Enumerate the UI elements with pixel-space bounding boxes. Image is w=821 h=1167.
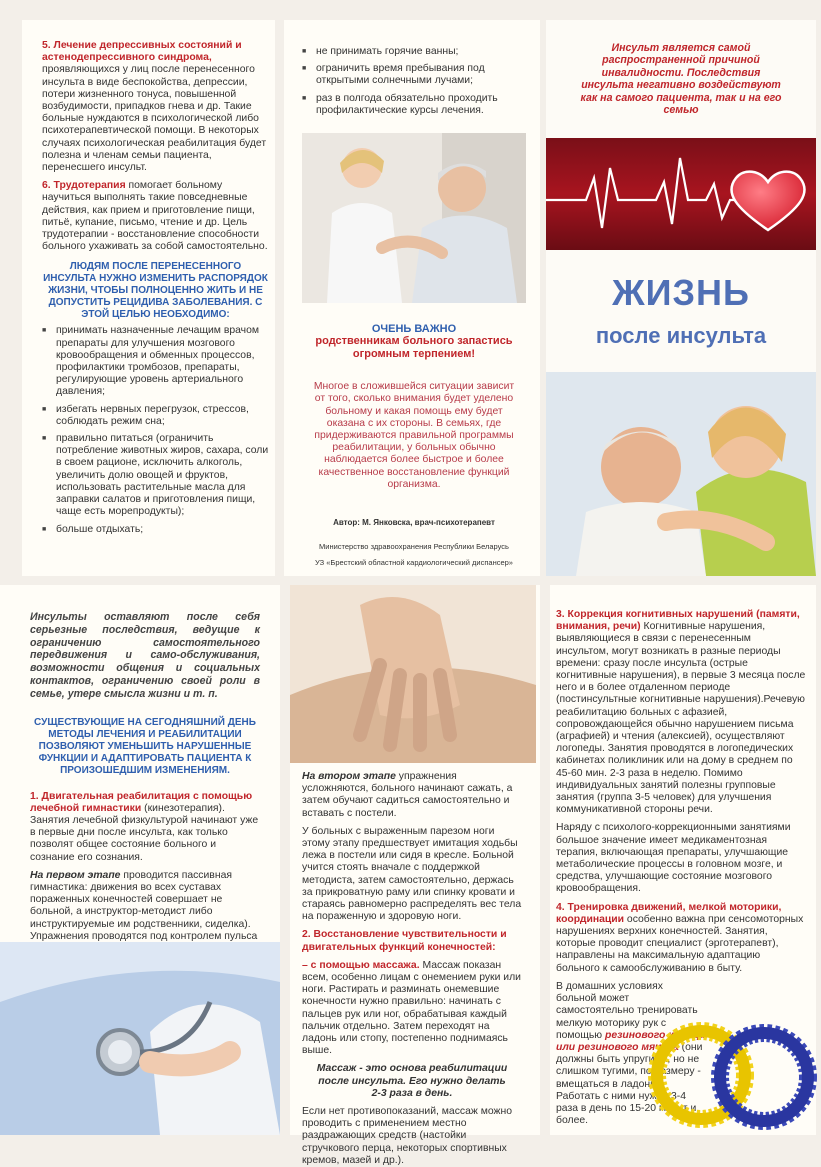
paresis-paragraph: У больных с выраженным парезом ноги этому этапу предшествует имитация ходьбы лежа в постели или сидя в кресле. Больной учится стоять вначале с поддержкой методиста, затем самостоятельно, держась за прикроватную раму или спинку кровати и стараясь равномерно распределять вес тела на пораженную и здоровую ноги. [302, 825, 522, 923]
bottom-left-panel [0, 585, 280, 1135]
cover-tagline: Инсульт является самой распространенной причиной инвалидности. Последствия инсульта негативно воздействуют как на самого пациента, так и на его семью [580, 42, 782, 117]
stage2-text: упражнения усложняются, больного начинают сажать, а затем обучают садиться самостоятельно и вставать с постели. [302, 771, 513, 819]
lifestyle-bullet-list [42, 325, 269, 535]
item6-paragraph [42, 180, 269, 253]
family-quote: Многое в сложившейся ситуации зависит от того, сколько внимания будет уделено больному и какая помощь ему будет оказана с их стороны. В семьях, где придерживаются правильной программы реабилитации, у больных обычно наблюдается более быстрое и более качественное восстановление функций организма. [313, 381, 515, 490]
list-item: ■ больше отдыхать; [42, 524, 269, 536]
list-item: ■ ограничить время пребывания под открытыми солнечными лучами; [302, 63, 526, 87]
massage-hands-illustration [290, 585, 536, 763]
item6-title: 6. Трудотерапия [42, 180, 126, 192]
item5-title: 5. Лечение депрессивных состояний и астенодепрессивного синдрома, [42, 40, 242, 64]
lifestyle-bullet-list-continued [302, 46, 526, 117]
home-text-start: В домашних условиях больной может самостоятельно тренировать мелкую моторику рук с помощью [556, 980, 698, 1041]
stage1-label: На первом этапе [30, 869, 121, 881]
list-item: ■ не принимать горячие ванны; [302, 46, 526, 58]
home-emphasis: резинового кольца или резинового мячика [556, 1029, 705, 1053]
blue-ring-icon [720, 1033, 808, 1121]
home-text-end: (они должны быть упругими, но не слишком тугими, по размеру - вмещаться в ладони). Работать с ними нужно 3-4 раза в день по 15-20 минут и более. [556, 1041, 703, 1127]
important-subtitle: родственникам больного запастись огромным терпением! [315, 335, 513, 361]
massage-emphasis: Массаж - это основа реабилитации после инсульта. Его нужно делать 2-3 раза в день. [316, 1063, 508, 1099]
methods-heading: СУЩЕСТВУЮЩИЕ НА СЕГОДНЯШНИЙ ДЕНЬ МЕТОДЫ ЛЕЧЕНИЯ И РЕАБИЛИТАЦИИ ПОЗВОЛЯЮТ УМЕНЬШИТЬ НАРУШЕННЫЕ ФУНКЦИИ И АДАПТИРОВАТЬ ПАЦИЕНТА К ПРОИЗОШЕДШИМ ИЗМЕНЕНИЯМ. [34, 716, 256, 776]
contraindications-paragraph: Если нет противопоказаний, массаж можно проводить с применением местно раздражающих средств (настойки стручкового перца, некоторых спортивных кремов, мазей и др.). [302, 1106, 512, 1166]
elderly-couple-photo [546, 372, 816, 576]
stage1-text: проводится пассивная гимнастика: движения во всех суставах пораженных конечностей совершает не больной, а инструктор-методист либо инструктируемые им родственники, сиделка). Упражнения проводятся под контролем пульса [30, 869, 258, 942]
cover-panel [546, 20, 816, 576]
item5-paragraph [42, 40, 269, 174]
doctor-patient-photo [302, 133, 526, 303]
cover-subtitle: после инсульта [595, 323, 767, 348]
heartbeat-banner [546, 138, 816, 250]
massage-text: Массаж показан всем, особенно лицам с онемением руки или ноги. Растирать и разминать онемевшие конечности нужно правильно: начинать с пальцев рук или ног, обрабатывая каждый пальчик отдельно. Затем переходят на ладонь или стопу, постепенно поднимаясь выше. [302, 959, 521, 1057]
stethoscope-photo [0, 942, 280, 1135]
item4-text: особенно важна при сенсомоторных нарушениях верхних конечностей. Занятия, которые проводит специалист (эрготерапевт), направлены на максимальную адаптацию больного к самообслуживанию в быту. [556, 913, 804, 974]
stethoscope-illustration [0, 942, 280, 1135]
item5-text: проявляющихся у лиц после перенесенного инсульта в виде беспокойства, депрессии, потери жизненного тонуса, повышенной возбудимости, припадков гнева и др. Такие больные нуждаются в психологической либо психотерапевтической помощи. В некоторых случаях психологическая реабилитация будет полезна и членам семьи пациента, перенесшего инсульт. [42, 64, 267, 174]
list-item: ■ раз в полгода обязательно проходить профилактические курсы лечения. [302, 93, 526, 117]
item1-title: 1. Двигательная реабилитация с помощью лечебной гимнастики [30, 790, 253, 814]
bottom-middle-panel [290, 585, 540, 1166]
list-item: ■ принимать назначенные лечащим врачом препараты для улучшения мозгового кровообращения и обменных процессов, профилактики тромбозов, препараты, регулирующие уровень артериального давления; [42, 325, 269, 398]
ministry-line: Министерство здравоохранения Республики Беларусь [319, 542, 509, 552]
important-block [302, 323, 526, 361]
elderly-couple-illustration [546, 372, 816, 576]
item4-paragraph [556, 902, 806, 975]
item4-title: 4. Тренировка движений, мелкой моторики, координации [556, 901, 782, 925]
item1-text: (кинезотерапия). Занятия лечебной физкультурой начинают уже в первые дни после инсульта, как только позволят общее состояние больного и сознание его сознания. [30, 802, 259, 863]
important-title: ОЧЕНЬ ВАЖНО [371, 323, 457, 336]
bottom-right-panel [550, 585, 816, 1135]
top-left-panel [22, 20, 275, 576]
change-lifestyle-heading: ЛЮДЯМ ПОСЛЕ ПЕРЕНЕСЕННОГО ИНСУЛЬТА НУЖНО ИЗМЕНИТЬ РАСПОРЯДОК ЖИЗНИ, ЧТОБЫ ПОЛНОЦЕННО ЖИТЬ И НЕ ДОПУСТИТЬ РЕЦИДИВА ЗАБОЛЕВАНИЯ. С ЭТОЙ ЦЕЛЬЮ НЕОБХОДИМО: [43, 261, 268, 321]
institution-line: УЗ «Брестский областной кардиологический диспансер» [315, 558, 513, 568]
item3-title: 3. Коррекция когнитивных нарушений (памяти, внимания, речи) [556, 609, 800, 633]
item1-paragraph [30, 791, 260, 864]
top-middle-panel [284, 20, 540, 576]
massage-rings-illustration [646, 1015, 816, 1135]
author-line: Автор: М. Янковска, врач-психотерапевт [333, 518, 495, 528]
doctor-patient-illustration [302, 133, 526, 303]
drug-therapy-paragraph: Наряду с психолого-коррекционными занятиями большое значение имеет медикаментозная терапия, включающая препараты, улучшающие метаболические процессы в головном мозге, и средства, улучшающие состояние мозгового кровообращения. [556, 822, 791, 895]
stage2-label: На втором этапе [302, 771, 396, 782]
item3-text: Когнитивные нарушения, выявляющиеся в связи с перенесенным инсультом, могут возникать в разные периоды времени: сразу после инсульта (острые когнитивные нарушения), в первые 3 месяца после него и в более отдаленном периоде (постинсультные когнитивные нарушения).Речевую реабилитацию больных с афазией, сопровождающейся обычно нарушением письма (аграфией) и чтения (алексией), осуществляют логопеды. Занятия проводятся в логопедических кабинетах поликлиник или на дому в среднем по 45-60 мин. 2-3 раза в неделю. Помимо индивидуальных занятий полезны групповые занятия (группа 3-5 человек) для улучшения коммуникативной стороны речи. [556, 621, 806, 816]
massage-label: – с помощью массажа. [302, 959, 420, 971]
item2-title: 2. Восстановление чувствительности и двигательных функций конечностей: [302, 929, 507, 953]
stage2-paragraph [302, 771, 522, 820]
intro-text: Инсульты оставляют после себя серьезные последствия, ведущие к ограничению самостоятельного передвижения и само-обслуживания, возможности общения и социальных контактов, ограничению своей роли в семье, утере смысла жизни и т. п. [30, 611, 260, 700]
cover-title: ЖИЗНЬ [612, 272, 750, 313]
massage-hands-photo [290, 585, 536, 763]
massage-paragraph [302, 960, 522, 1058]
list-item: ■ правильно питаться (ограничить потребление животных жиров, сахара, соли в своем рационе, исключить алкоголь, увеличить долю овощей и фруктов, использовать растительные масла для заправки салатов и приготовления пищи, чаще есть морепродукты); [42, 433, 269, 518]
item3-paragraph [556, 609, 806, 816]
item6-text: помогает больному научиться выполнять такие повседневные действия, как прием и приготовление пищи, питьё, купание, письмо, чтение и др. Цель трудотерапии - восстановление способности больного ухаживать за собой самостоятельно. [42, 180, 268, 253]
list-item: ■ избегать нервных перегрузок, стрессов, соблюдать режим сна; [42, 404, 269, 428]
